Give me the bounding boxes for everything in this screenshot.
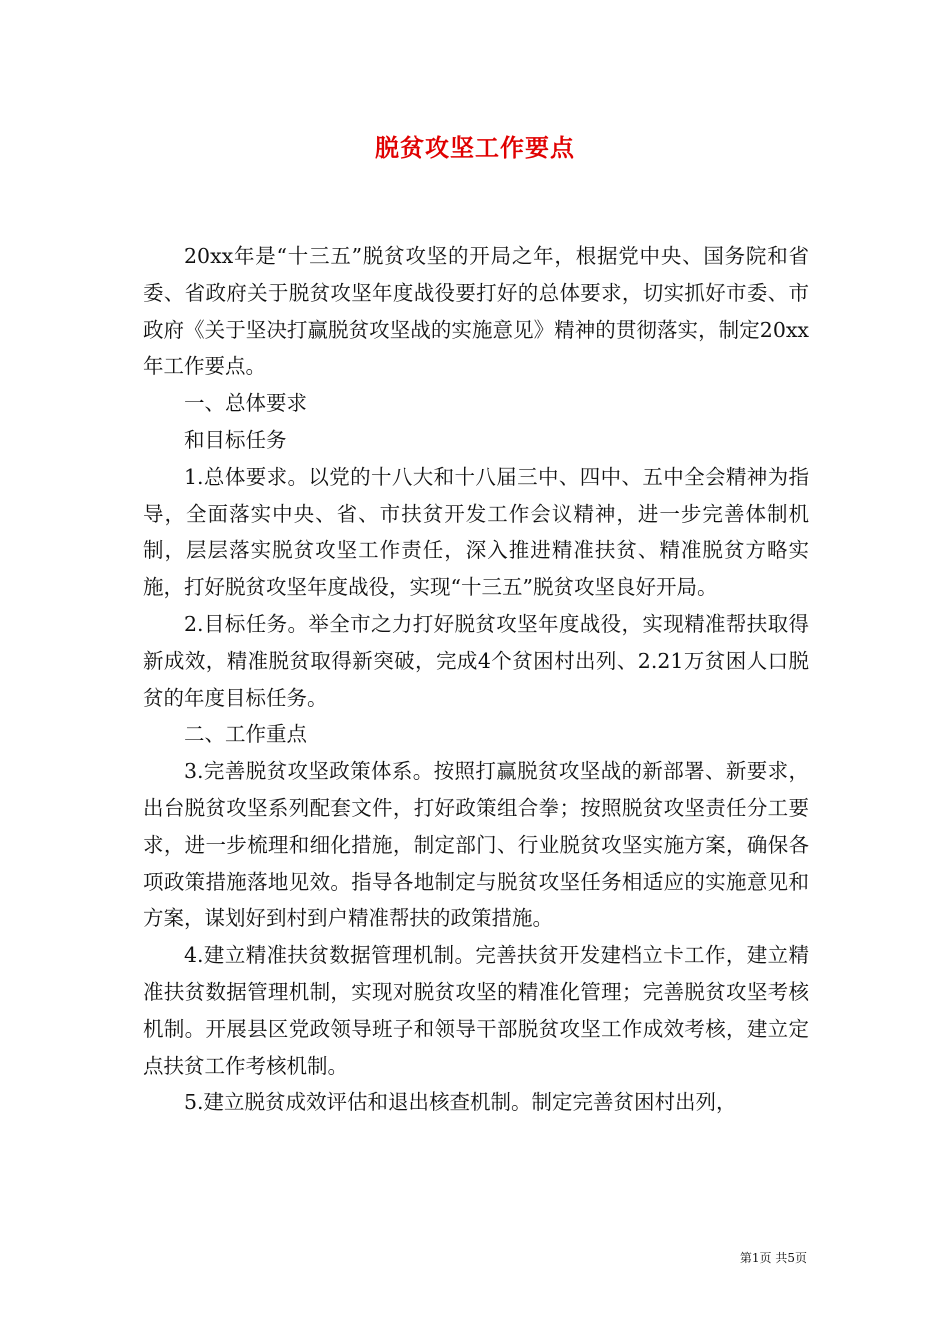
- heading-section-2: 二、工作重点: [184, 722, 307, 747]
- heading-section-1-cont: 和目标任务: [184, 427, 287, 452]
- paragraph-intro: 20xx年是“十三五”脱贫攻坚的开局之年，根据党中央、国务院和省委、省政府关于脱贫攻坚年度战役要打好的总体要求，切实抓好市委、市政府《关于坚决打赢脱贫攻坚战的实施意见》精神的贯彻落实，制定20xx年工作要点。: [143, 244, 809, 379]
- document-body: [143, 238, 809, 1121]
- document-title: 脱贫攻坚工作要点: [375, 133, 575, 162]
- heading-section-1: 一、总体要求: [184, 391, 307, 416]
- paragraph-item-1: 1.总体要求。以党的十八大和十八届三中、四中、五中全会精神为指导，全面落实中央、省、市扶贫开发工作会议精神，进一步完善体制机制，层层落实脱贫攻坚工作责任，深入推进精准扶贫、精准脱贫方略实施，打好脱贫攻坚年度战役，实现“十三五”脱贫攻坚良好开局。: [143, 464, 809, 600]
- page-number-footer: 第1页 共5页: [739, 1251, 807, 1265]
- paragraph-item-5: 5.建立脱贫成效评估和退出核查机制。制定完善贫困村出列，: [184, 1090, 737, 1115]
- paragraph-item-4: 4.建立精准扶贫数据管理机制。完善扶贫开发建档立卡工作，建立精准扶贫数据管理机制，实现对脱贫攻坚的精准化管理；完善脱贫攻坚考核机制。开展县区党政领导班子和领导干部脱贫攻坚工作成效考核，建立定点扶贫工作考核机制。: [143, 943, 809, 1078]
- paragraph-item-2: 2.目标任务。举全市之力打好脱贫攻坚年度战役，实现精准帮扶取得新成效，精准脱贫取得新突破，完成4个贫困村出列、2.21万贫困人口脱贫的年度目标任务。: [143, 611, 809, 710]
- paragraph-item-3: 3.完善脱贫攻坚政策体系。按照打赢脱贫攻坚战的新部署、新要求，出台脱贫攻坚系列配套文件，打好政策组合拳；按照脱贫攻坚责任分工要求，进一步梳理和细化措施，制定部门、行业脱贫攻坚实施方案，确保各项政策措施落地见效。指导各地制定与脱贫攻坚任务相适应的实施意见和方案，谋划好到村到户精准帮扶的政策措施。: [143, 759, 809, 931]
